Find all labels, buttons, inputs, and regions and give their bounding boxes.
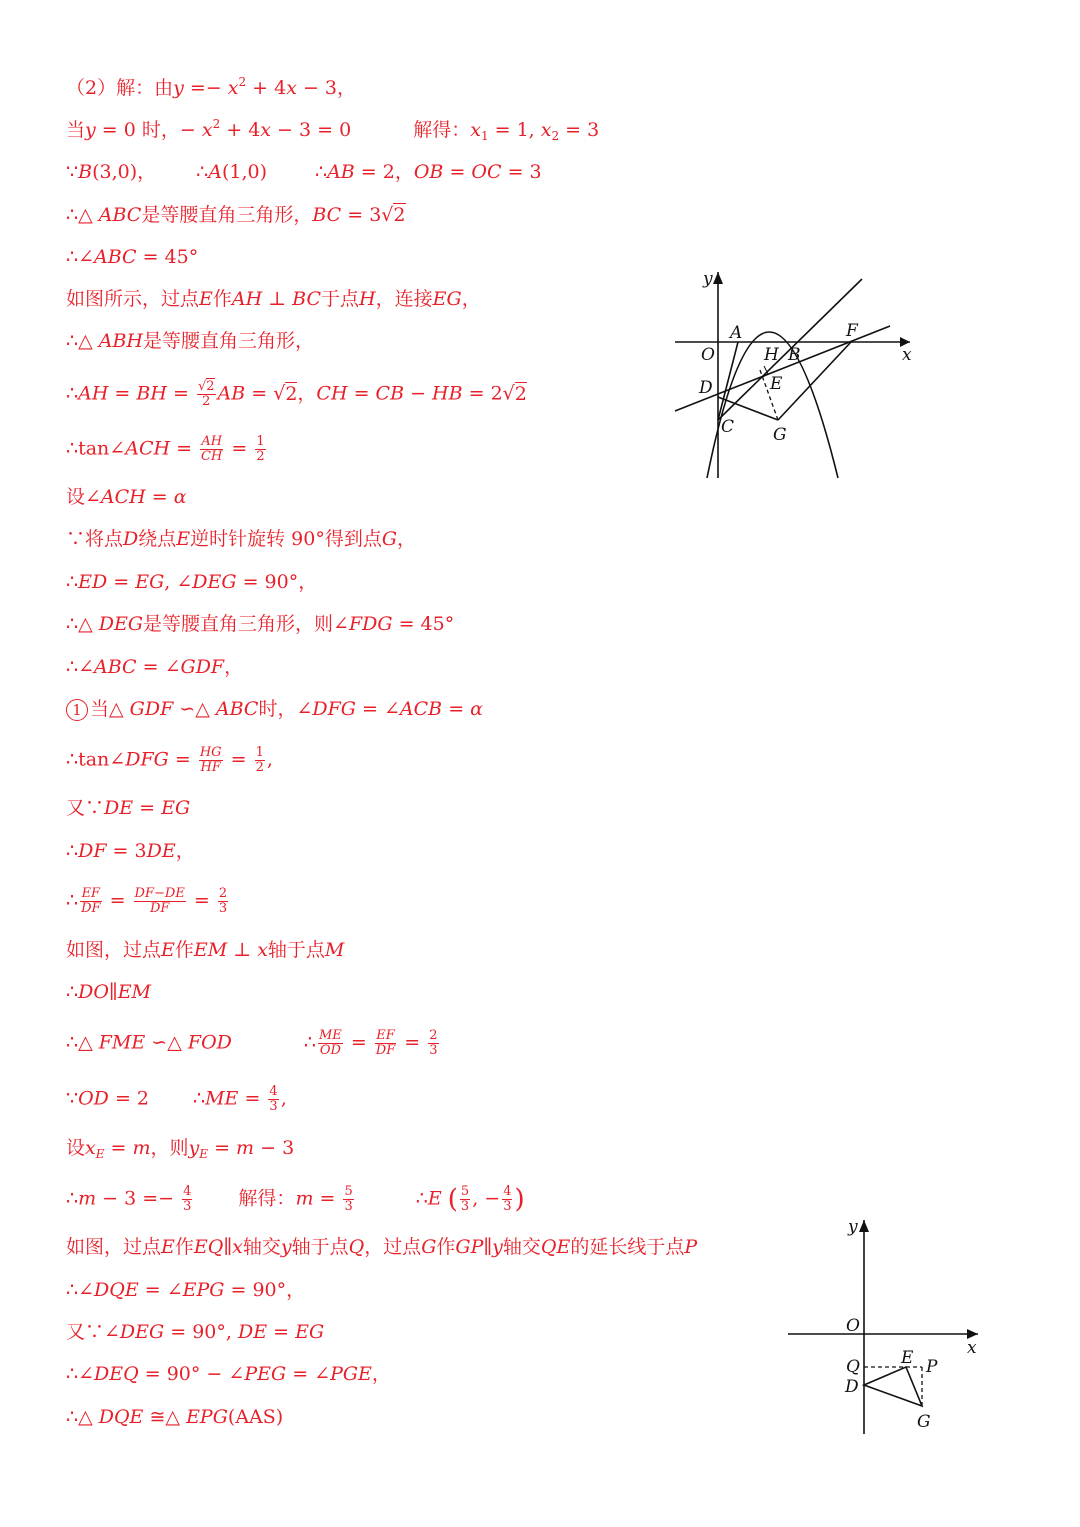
figure-2-diagram — [782, 1212, 986, 1440]
fig1-label-b: B — [788, 345, 801, 365]
line-11: ∵将点D绕点E逆时针旋转 90°得到点G， — [66, 528, 417, 550]
line-20: 如图，过点E作EM ⊥ x轴于点M — [66, 939, 345, 961]
line-12: ∴ED = EG, ∠DEG = 90°， — [66, 571, 318, 593]
line-22: ∴△ FME ∽△ FOD ∴ $\frac{ME}{OD}$ = $\frac{EF}{DF}$ = $\frac{2}{3}$ — [66, 1028, 438, 1058]
fig1-label-e: E — [770, 374, 783, 394]
line-30: ∴△ DQE ≅△ EPG(AAS) — [66, 1406, 284, 1428]
segment-ac — [718, 342, 738, 420]
line-18: ∴DF = 3DE， — [66, 840, 195, 862]
fig2-label-x: x — [967, 1338, 977, 1358]
line-23: ∵OD = 2 ∴ME = $\frac{4}{3}$ , — [66, 1084, 287, 1114]
line-29: ∴∠DEQ = 90° − ∠PEG = ∠PGE， — [66, 1363, 391, 1385]
fig1-label-h: H — [764, 345, 779, 365]
line-8: ∴AH = BH = $\frac{√2}{2}$ AB = √2，CH = CB − HB = 2√2 — [66, 379, 527, 409]
line-10: 设∠ACH = α — [66, 486, 187, 508]
fig1-label-d: D — [699, 378, 713, 398]
line-19: ∴ $\frac{EF}{DF}$ = $\frac{DF-DE}{DF}$ = $\frac{2}{3}$ — [66, 886, 228, 916]
line-28: 又∵∠DEG = 90°, DE = EG — [66, 1321, 325, 1343]
line-3: ∵B(3,0)， ∴A(1,0) ∴AB = 2，OB = OC = 3 — [66, 161, 542, 183]
line-25: ∴m − 3 =− $\frac{4}{3}$ 解得：m = $\frac{5}{3}$ ∴E ( $\frac{5}{3}$ , − $\frac{4}{3}$ ) — [66, 1184, 525, 1215]
fig2-label-y: y — [848, 1217, 858, 1237]
fig2-label-o: O — [846, 1316, 860, 1336]
line-17: 又∵DE = EG — [66, 797, 191, 819]
line-26: 如图，过点E作EQ∥x轴交y轴于点Q，过点G作GP∥y轴交QE的延长线于点P — [66, 1236, 698, 1258]
line-9: ∴tan∠ACH = $\frac{AH}{CH}$ = $\frac{1}{2}$ — [66, 434, 265, 464]
fig2-label-e: E — [901, 1348, 914, 1368]
line-21: ∴DO∥EM — [66, 981, 152, 1003]
line-6: 如图所示，过点E作AH ⊥ BC于点H，连接EG， — [66, 288, 481, 310]
fig1-label-g: G — [773, 425, 787, 445]
line-15: 1 当△ GDF ∽△ ABC时，∠DFG = ∠ACB = α — [66, 696, 483, 722]
line-7: ∴△ ABH是等腰直角三角形， — [66, 330, 315, 352]
fig1-label-a: A — [730, 323, 743, 343]
line-24: 设$x_E = m$，则$y_E = m - 3$ — [66, 1137, 295, 1161]
line-2: 当y = 0 时，− $x^2 + 4x - 3 = 0$ 解得：$x_1 = 1$, $x_2 = 3$ — [66, 117, 600, 143]
line-16: ∴tan∠DFG = $\frac{HG}{HF}$ = $\frac{1}{2}$ , — [66, 745, 273, 775]
fig2-label-g: G — [917, 1412, 931, 1432]
line-5: ∴∠ABC = 45° — [66, 246, 199, 268]
figure-1-diagram — [668, 264, 924, 484]
fig2-label-p: P — [926, 1357, 938, 1377]
fig1-label-c: C — [721, 417, 735, 437]
triangle-deg — [864, 1367, 922, 1406]
fig1-label-o: O — [701, 345, 715, 365]
fig1-label-f: F — [846, 321, 858, 341]
fig2-label-q: Q — [846, 1357, 860, 1377]
fig2-label-d: D — [845, 1377, 859, 1397]
line-14: ∴∠ABC = ∠GDF， — [66, 656, 244, 678]
line-27: ∴∠DQE = ∠EPG = 90°， — [66, 1279, 306, 1301]
fig1-label-y: y — [703, 269, 713, 289]
fig1-label-x: x — [902, 345, 912, 365]
line-4: ∴△ ABC是等腰直角三角形，BC = 3√2 — [66, 204, 406, 226]
line-1: （2）解：由$y =- x^2 + 4x - 3$， — [66, 75, 357, 99]
line-13: ∴△ DEG是等腰直角三角形，则∠FDG = 45° — [66, 613, 455, 635]
